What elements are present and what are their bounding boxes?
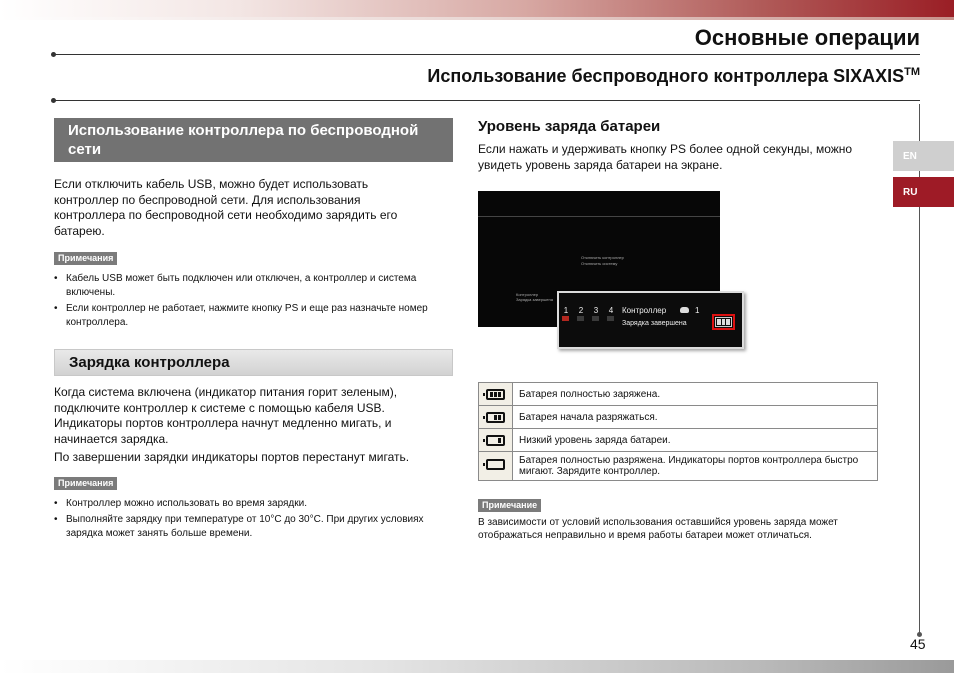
port-led-on <box>562 316 569 321</box>
battery-icon-cell <box>479 406 513 429</box>
title-rule-dot <box>51 52 56 57</box>
page-subtitle <box>427 66 920 87</box>
popup-controller-number: 1 <box>695 306 700 315</box>
wireless-notes-label: Примечания <box>54 252 117 265</box>
port-number: 2 <box>578 306 584 315</box>
battery-level-text: Низкий уровень заряда батареи. <box>513 429 878 452</box>
screen-menu-text: Отключить систему <box>581 261 618 266</box>
charging-notes-label: Примечания <box>54 477 117 490</box>
popup-controller-label: Контроллер <box>622 306 667 315</box>
port-number: 4 <box>608 306 614 315</box>
table-row <box>479 429 878 452</box>
battery-level-text: Батарея полностью заряжена. <box>513 383 878 406</box>
tab-language-ru[interactable]: RU <box>893 177 954 207</box>
charging-section-heading: Зарядка контроллера <box>54 349 453 376</box>
battery-icon-cell <box>479 383 513 406</box>
charging-section-body-end: По завершении зарядки индикаторы портов перестанут мигать. <box>54 450 410 464</box>
wireless-section-heading: Использование контроллера по беспроводной сети <box>54 118 453 162</box>
subtitle-rule <box>54 100 920 101</box>
tab-language-en[interactable]: EN <box>893 141 954 171</box>
table-row <box>479 383 878 406</box>
popup-status: Зарядка завершена <box>622 320 687 327</box>
charging-notes-list <box>54 497 429 543</box>
battery-empty-icon <box>486 459 505 470</box>
screen-top-line <box>478 216 720 217</box>
screen-menu-text: Отключить контроллер <box>581 255 624 260</box>
screen-controller-text: Контроллер <box>516 292 539 297</box>
wireless-notes-list <box>54 272 449 332</box>
battery-level-text: Батарея полностью разряжена. Индикаторы портов контроллера быстро мигают. Зарядите контроллер. <box>513 452 878 481</box>
screen-status-text: Зарядка завершена <box>516 297 553 302</box>
trademark: TM <box>904 66 920 78</box>
battery-icon-cell <box>479 452 513 481</box>
battery-section-body: Если нажать и удерживать кнопку PS более одной секунды, можно увидеть уровень заряда батареи на экране. <box>478 142 853 172</box>
top-decorative-bar <box>0 0 954 17</box>
battery-icon-cell <box>479 429 513 452</box>
bottom-decorative-bar <box>0 660 954 673</box>
battery-three-bars-icon <box>486 389 505 400</box>
battery-one-bar-icon <box>486 435 505 446</box>
battery-note-label: Примечание <box>478 499 541 512</box>
port-led <box>592 316 599 321</box>
title-rule <box>54 54 920 55</box>
charging-section-body: Когда система включена (индикатор питания горит зеленым), подключите контроллер к системе с помощью кабеля USB. Индикаторы портов контроллера начнут медленно мигать, и начинается зарядка. <box>54 385 398 446</box>
controller-battery-popup <box>557 291 744 349</box>
battery-full-icon <box>715 317 732 327</box>
port-number: 3 <box>593 306 599 315</box>
page-subtitle-text: Использование беспроводного контроллера SIXAXIS <box>427 66 905 86</box>
wireless-section-body: Если отключить кабель USB, можно будет использовать контроллер по беспроводной сети. Для использования контроллера по беспроводной сети необходимо зарядить его батарею. <box>54 177 398 238</box>
page-title: Основные операции <box>694 25 920 50</box>
charging-note-item: • Контроллер можно использовать во время зарядки. <box>54 497 429 511</box>
wireless-note-item: • Если контроллер не работает, нажмите кнопку PS и еще раз назначьте номер контроллера. <box>54 302 449 330</box>
port-led <box>577 316 584 321</box>
wireless-note-item: • Кабель USB может быть подключен или отключен, а контроллер и система включены. <box>54 272 449 300</box>
page-number: 45 <box>910 636 926 652</box>
port-number: 1 <box>563 306 569 315</box>
battery-note-text: В зависимости от условий использования оставшийся уровень заряда может отображаться неправильно и время работы батареи может отличаться. <box>478 517 838 541</box>
battery-section-heading: Уровень заряда батареи <box>478 118 661 135</box>
gamepad-icon <box>680 307 689 313</box>
charging-note-item: • Выполняйте зарядку при температуре от 10°C до 30°C. При других условиях зарядка может занять больше времени. <box>54 513 429 541</box>
battery-level-text: Батарея начала разряжаться. <box>513 406 878 429</box>
table-row <box>479 452 878 481</box>
battery-level-table <box>478 382 878 481</box>
table-row <box>479 406 878 429</box>
port-led <box>607 316 614 321</box>
battery-two-bars-icon <box>486 412 505 423</box>
subtitle-rule-dot <box>51 98 56 103</box>
